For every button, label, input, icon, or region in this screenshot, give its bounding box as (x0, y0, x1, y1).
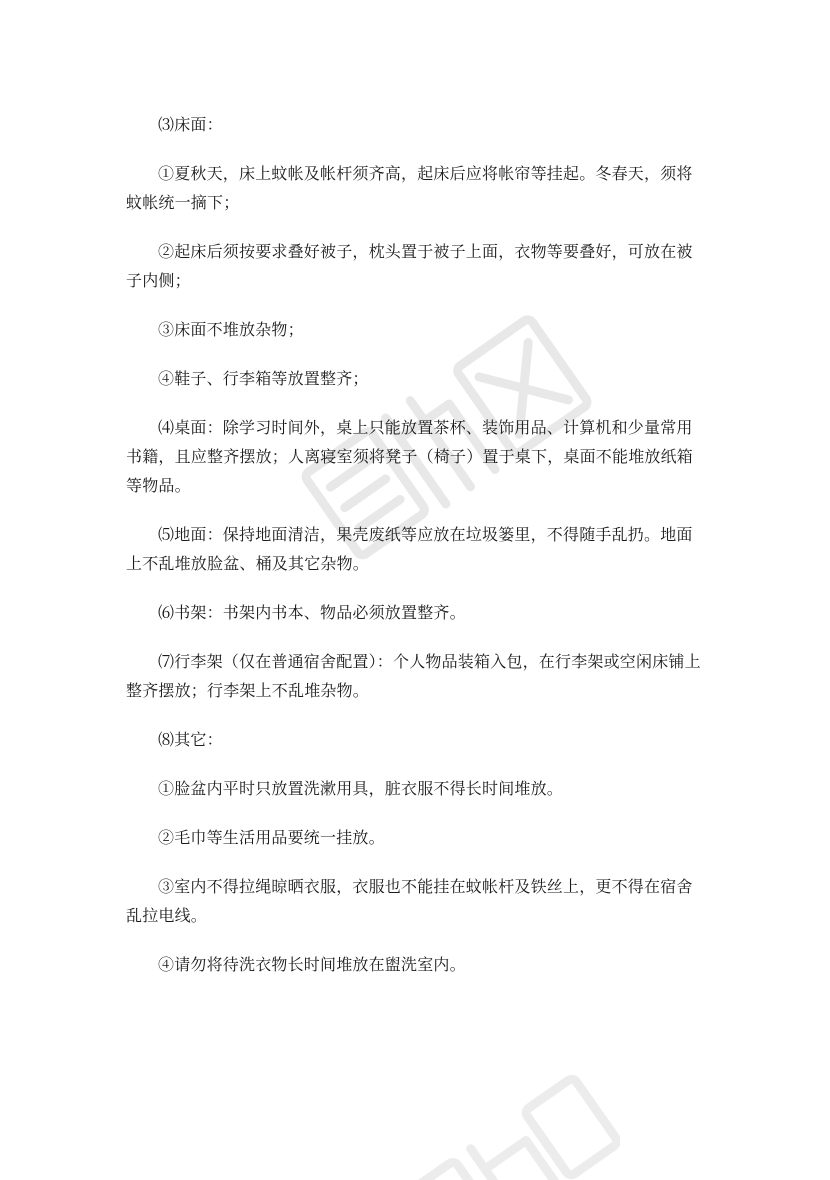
paragraph-other-rule-3: ③室内不得拉绳晾晒衣服，衣服也不能挂在蚊帐杆及铁丝上，更不得在宿舍乱拉电线。 (126, 877, 693, 925)
paragraph-bookshelf: ⑹书架：书架内书本、物品必须放置整齐。 (158, 603, 466, 622)
paragraph-other-rule-4: ④请勿将待洗衣物长时间堆放在盥洗室内。 (158, 955, 466, 974)
paragraph-other-rule-2: ②毛巾等生活用品要统一挂放。 (158, 828, 385, 847)
paragraph-bed-rule-1: ①夏秋天，床上蚊帐及帐杆须齐高，起床后应将帐帘等挂起。冬春天，须将蚊帐统一摘下； (126, 164, 693, 212)
heading-bed-surface: ⑶床面： (158, 115, 223, 134)
document-body (126, 110, 706, 999)
paragraph-luggage-rack: ⑺行李架（仅在普通宿舍配置）：个人物品装箱入包，在行李架或空闲床铺上整齐摆放；行李架上不乱堆杂物。 (126, 652, 701, 700)
paragraph-other-rule-1: ①脸盆内平时只放置洗漱用具，脏衣服不得长时间堆放。 (158, 779, 564, 798)
watermark-logo-bottom (400, 1060, 620, 1180)
paragraph-bed-rule-2: ②起床后须按要求叠好被子，枕头置于被子上面，衣物等要叠好，可放在被子内侧； (126, 242, 693, 290)
paragraph-floor: ⑸地面：保持地面清洁，果壳废纸等应放在垃圾篓里，不得随手乱扔。地面上不乱堆放脸盆、桶及其它杂物。 (126, 525, 693, 573)
paragraph-bed-rule-4: ④鞋子、行李箱等放置整齐； (158, 369, 369, 388)
heading-others: ⑻其它： (158, 730, 223, 749)
paragraph-desk-surface: ⑷桌面：除学习时间外，桌上只能放置茶杯、装饰用品、计算机和少量常用书籍，且应整齐摆放；人离寝室须将凳子（椅子）置于桌下，桌面不能堆放纸箱等物品。 (126, 418, 694, 495)
paragraph-bed-rule-3: ③床面不堆放杂物； (158, 320, 304, 339)
